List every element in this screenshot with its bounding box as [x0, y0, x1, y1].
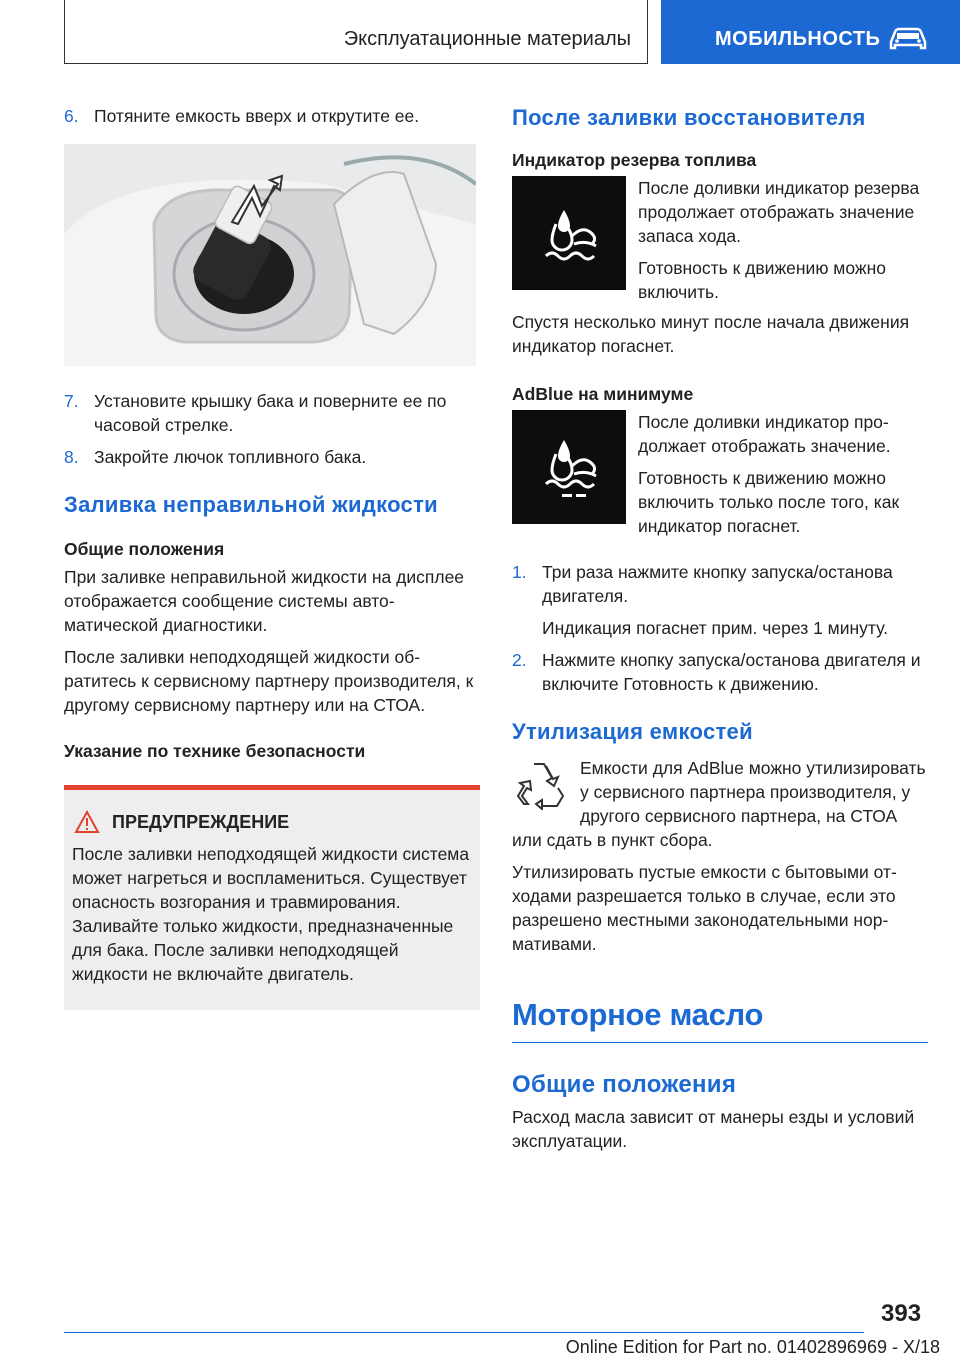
warning-title-row [112, 810, 470, 834]
step-text: Три раза нажмите кнопку запуска/останова двигателя. [542, 562, 893, 606]
general-paragraph-2: После заливки неподходящей жидкости обратитесь к сервисному партнеру производителя, к другому сервисному партнеру или на СТОА. [64, 647, 474, 715]
safety-heading: Указание по технике безопасности [64, 741, 366, 761]
step-number: 7. [64, 391, 79, 411]
engine-oil-heading: Моторное масло [512, 996, 928, 1043]
oil-paragraph-1: Расход масла зависит от манеры езды и условий эксплуатации. [512, 1107, 915, 1151]
wrong-fluid-heading: Заливка неправильной жидкости [64, 492, 438, 517]
step-number: 6. [64, 106, 79, 126]
step-number: 8. [64, 447, 79, 467]
warning-text: После заливки неподходящей жидкости система может нагреться и воспламениться. Существует опасность возгорания и травмирования. Заливайте только жидкости, предназначенные для бака. После заливки неподходящей жидкости не включайте двигатель. [72, 844, 470, 984]
adblue-min-icon [512, 410, 626, 524]
recycle-icon [514, 758, 566, 810]
fuel-paragraph-2: Готовность к движению можно включить. [638, 258, 886, 302]
footer-edition: Online Edition for Part no. 01402896969 - X/18 [565, 1337, 940, 1357]
car-icon [887, 26, 929, 52]
warning-triangle-icon [74, 810, 100, 834]
adblue-paragraph-1: После доливки индикатор продолжает отображать значение. [638, 412, 891, 456]
disposal-block [512, 756, 928, 852]
fuel-reserve-block [512, 176, 928, 304]
header-section-title: Эксплуатационные материалы [343, 28, 631, 50]
header-chapter-title: МОБИЛЬНОСТЬ [715, 28, 881, 50]
adblue-reserve-icon [512, 176, 626, 290]
general-heading: Общие положения [64, 539, 225, 559]
after-refill-heading: После заливки восстановителя [512, 105, 866, 130]
header-chapter-tab[interactable] [661, 0, 960, 64]
adblue-min-heading: AdBlue на минимуме [512, 384, 694, 404]
general-paragraph-1: При заливке неправильной жидкости на дисплее отображается сообщение системы автоматической диагностики. [64, 567, 465, 635]
oil-general-heading: Общие положения [512, 1071, 737, 1098]
fuel-reserve-heading: Индикатор резерва топлива [512, 150, 757, 170]
step-7 [64, 389, 480, 437]
header-section-box [64, 0, 648, 64]
page-number: 393 [881, 1300, 922, 1327]
warning-box [64, 785, 480, 1010]
step-6 [64, 104, 480, 128]
left-column [64, 104, 480, 1010]
step-1-note: Индикация погаснет прим. через 1 минуту. [542, 618, 888, 638]
fuel-reserve-indicator [512, 176, 626, 290]
step-text: Установите крышку бака и поверните ее по часовой стрелке. [94, 391, 447, 435]
fuel-paragraph-3: Спустя несколько минут после начала движения индикатор погаснет. [512, 312, 910, 356]
step-text: Закройте лючок топливного бака. [94, 447, 367, 467]
fuel-filler-photo [64, 144, 476, 366]
disposal-paragraph-2: Утилизировать пустые емкости с бытовыми отходами разрешается только в случае, если это разрешено местными законодательными нормативами. [512, 862, 897, 954]
step-2 [512, 648, 928, 696]
adblue-block [512, 410, 928, 538]
adblue-indicator [512, 410, 626, 524]
footer-divider [64, 1332, 864, 1333]
step-number: 2. [512, 650, 527, 670]
disposal-heading: Утилизация емкостей [512, 719, 753, 744]
step-text: Потяните емкость вверх и открутите ее. [94, 106, 420, 126]
fuel-paragraph-1: После доливки индикатор резерва продолжает отображать значение запаса хода. [638, 178, 920, 246]
step-1 [512, 560, 928, 608]
step-number: 1. [512, 562, 527, 582]
right-column [512, 104, 928, 1153]
warning-title: ПРЕДУПРЕЖДЕНИЕ [112, 812, 290, 832]
step-8 [64, 445, 480, 469]
step-text: Нажмите кнопку запуска/останова двигателя и включите Готовность к движению. [542, 650, 921, 694]
disposal-paragraph-1: Емкости для AdBlue можно утилизировать у сервисного партнера производителя, у другого сервисного партнера, на СТОА или сдать в пункт сбора. [512, 758, 926, 850]
adblue-paragraph-2: Готовность к движению можно включить только после того, как индикатор погаснет. [638, 468, 900, 536]
